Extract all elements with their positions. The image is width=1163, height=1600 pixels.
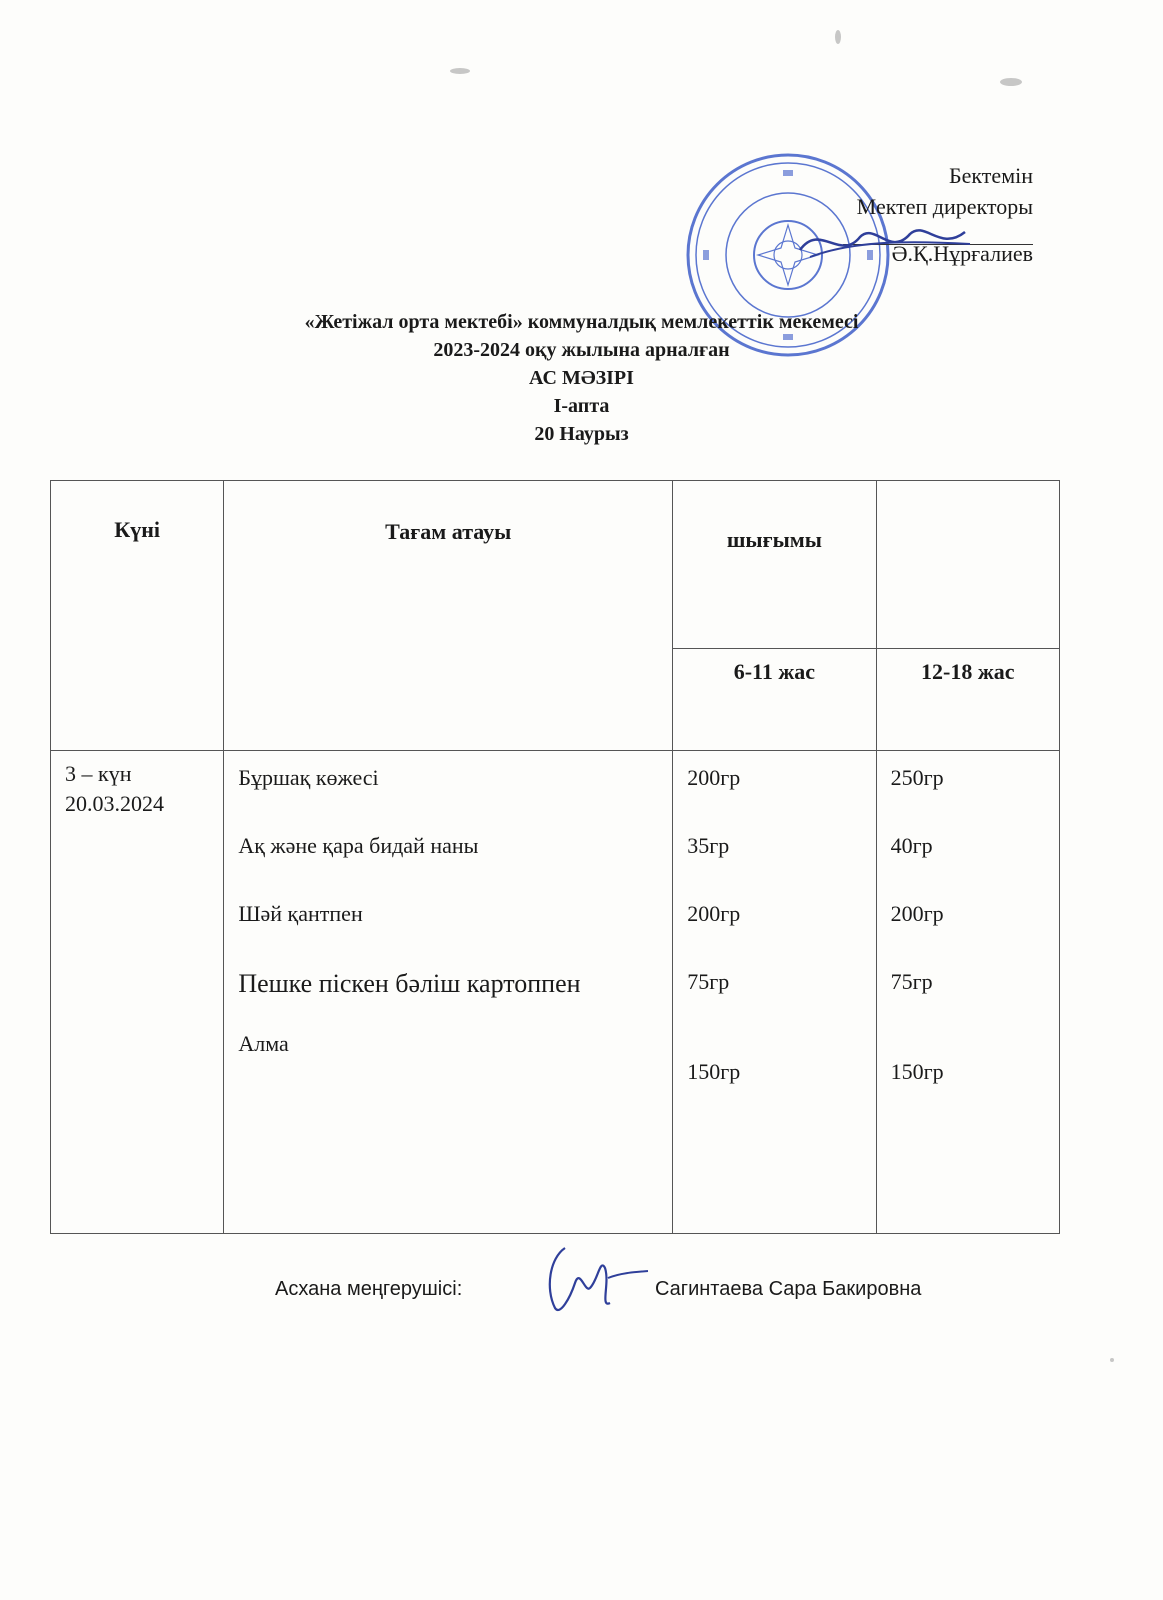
portion-value: 200гр [890, 901, 944, 926]
dish-item: Пешке піскен бәліш картоппен [238, 969, 581, 998]
portion-value: 150гр [890, 1059, 944, 1084]
day-date: 20.03.2024 [65, 791, 164, 816]
portion-value: 250гр [890, 765, 944, 790]
dish-item: Шәй қантпен [238, 901, 363, 926]
dish-item: Алма [238, 1031, 289, 1056]
header-row [51, 481, 1060, 649]
manager-signature [530, 1238, 650, 1318]
table-row [51, 751, 1060, 1234]
footer-name: Сагинтаева Сара Бакировна [655, 1278, 922, 1300]
header-age-6-11: 6-11 жас [673, 649, 876, 751]
menu-table [50, 480, 1060, 1234]
menu-date: 20 Наурыз [534, 423, 629, 445]
portion-value: 150гр [687, 1059, 741, 1084]
header-age-12-18: 12-18 жас [876, 649, 1059, 751]
header-empty [876, 481, 1059, 649]
scan-speck [450, 68, 470, 74]
approval-title: Бектемін [949, 163, 1033, 188]
institution-name: «Жетіжал орта мектебі» коммуналдық мемлекеттік мекемесі [304, 311, 859, 333]
scan-speck [1000, 78, 1022, 86]
approval-name: Ә.Қ.Нұрғалиев [891, 241, 1033, 266]
day-cell [51, 751, 224, 1234]
header-portion: шығымы [673, 481, 876, 649]
week-label: І-апта [553, 395, 610, 417]
day-label: 3 – күн [65, 761, 132, 786]
dish-cell [224, 751, 673, 1234]
portion-value: 75гр [890, 969, 933, 994]
document-heading [0, 308, 1163, 448]
document-title: АС МӘЗІРІ [529, 367, 634, 389]
portion-value: 35гр [687, 833, 730, 858]
portion-value: 40гр [890, 833, 933, 858]
portion-value: 75гр [687, 969, 730, 994]
scan-speck [1110, 1358, 1114, 1362]
director-signature [780, 212, 980, 272]
header-dish: Тағам атауы [224, 481, 673, 751]
dish-item: Бұршақ көжесі [238, 765, 379, 790]
portion-6-11-cell [673, 751, 876, 1234]
footer-role: Асхана меңгерушісі: [275, 1278, 463, 1300]
portion-value: 200гр [687, 901, 741, 926]
dish-item: Ақ және қара бидай наны [238, 833, 479, 858]
academic-year: 2023-2024 оқу жылына арналған [433, 339, 730, 361]
portion-12-18-cell [876, 751, 1059, 1234]
approval-position: Мектеп директоры [856, 194, 1033, 219]
scan-speck [835, 30, 841, 44]
header-day: Күні [51, 481, 224, 751]
portion-value: 200гр [687, 765, 741, 790]
